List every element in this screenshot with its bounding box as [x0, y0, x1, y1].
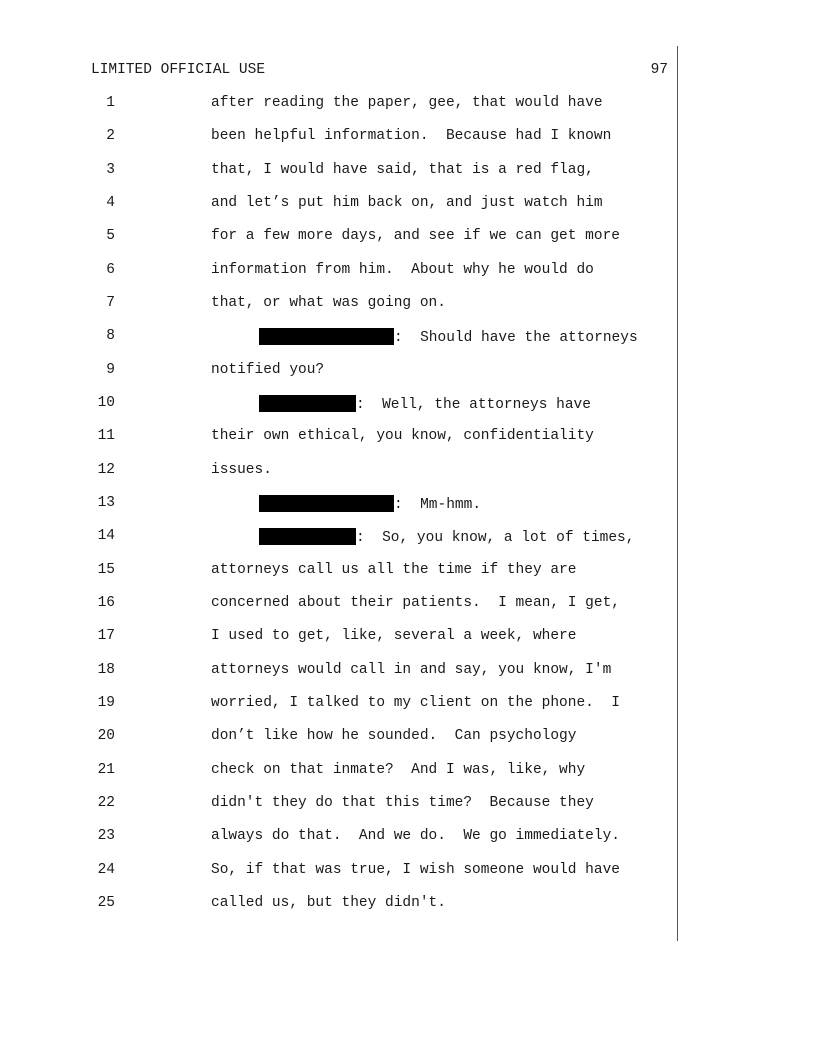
line-text: worried, I talked to my client on the phone. I — [211, 695, 620, 711]
line-number: 24 — [97, 862, 115, 878]
transcript-line — [0, 762, 816, 782]
line-number: 5 — [106, 228, 115, 244]
line-number: 14 — [97, 528, 115, 544]
transcript-line — [0, 128, 816, 148]
line-text: didn't they do that this time? Because they — [211, 795, 594, 811]
transcript-line — [0, 862, 816, 882]
line-number: 3 — [106, 162, 115, 178]
speaker-line — [259, 395, 591, 413]
transcript-line — [0, 395, 816, 415]
transcript-line — [0, 895, 816, 915]
redacted-speaker-name — [259, 328, 394, 345]
line-text: : Mm-hmm. — [394, 497, 482, 513]
line-text: always do that. And we do. We go immediately. — [211, 828, 620, 844]
line-text: that, or what was going on. — [211, 295, 446, 311]
line-number: 20 — [97, 728, 115, 744]
line-number: 16 — [97, 595, 115, 611]
line-text: notified you? — [211, 362, 325, 378]
transcript-line — [0, 162, 816, 182]
transcript-line — [0, 495, 816, 515]
line-text: that, I would have said, that is a red flag, — [211, 162, 594, 178]
transcript-line — [0, 295, 816, 315]
transcript-line — [0, 95, 816, 115]
transcript-line — [0, 528, 816, 548]
line-text: don’t like how he sounded. Can psychology — [211, 728, 577, 744]
line-number: 17 — [97, 628, 115, 644]
transcript-line — [0, 462, 816, 482]
transcript-line — [0, 195, 816, 215]
line-text: I used to get, like, several a week, where — [211, 628, 577, 644]
speaker-line — [259, 528, 634, 546]
line-number: 8 — [106, 328, 115, 344]
line-number: 19 — [97, 695, 115, 711]
line-number: 12 — [97, 462, 115, 478]
line-text: : Should have the attorneys — [394, 330, 638, 346]
line-number: 10 — [97, 395, 115, 411]
line-text: check on that inmate? And I was, like, why — [211, 762, 586, 778]
transcript-line — [0, 262, 816, 282]
line-text: for a few more days, and see if we can get more — [211, 228, 620, 244]
line-number: 11 — [97, 428, 115, 444]
redacted-speaker-name — [259, 395, 356, 412]
line-text: attorneys would call in and say, you know, I'm — [211, 662, 612, 678]
redacted-speaker-name — [259, 495, 394, 512]
transcript-line — [0, 628, 816, 648]
line-number: 1 — [106, 95, 115, 111]
transcript-line — [0, 362, 816, 382]
page-number: 97 — [650, 62, 668, 78]
line-text: after reading the paper, gee, that would have — [211, 95, 603, 111]
line-number: 6 — [106, 262, 115, 278]
line-text: So, if that was true, I wish someone would have — [211, 862, 620, 878]
transcript-line — [0, 228, 816, 248]
line-text: their own ethical, you know, confidentiality — [211, 428, 594, 444]
transcript-line — [0, 795, 816, 815]
line-number: 23 — [97, 828, 115, 844]
transcript-line — [0, 562, 816, 582]
line-text: : Well, the attorneys have — [356, 397, 591, 413]
speaker-line — [259, 495, 481, 513]
classification-header: LIMITED OFFICIAL USE — [91, 62, 266, 78]
line-number: 18 — [97, 662, 115, 678]
line-text: called us, but they didn't. — [211, 895, 446, 911]
transcript-line — [0, 828, 816, 848]
line-number: 21 — [97, 762, 115, 778]
line-number: 13 — [97, 495, 115, 511]
line-number: 22 — [97, 795, 115, 811]
line-number: 9 — [106, 362, 115, 378]
line-text: issues. — [211, 462, 272, 478]
line-text: attorneys call us all the time if they are — [211, 562, 577, 578]
line-text: : So, you know, a lot of times, — [356, 530, 635, 546]
transcript-line — [0, 595, 816, 615]
line-number: 4 — [106, 195, 115, 211]
transcript-line — [0, 728, 816, 748]
line-number: 7 — [106, 295, 115, 311]
line-text: information from him. About why he would do — [211, 262, 594, 278]
line-number: 25 — [97, 895, 115, 911]
line-number: 2 — [106, 128, 115, 144]
speaker-line — [259, 328, 638, 346]
transcript-line — [0, 328, 816, 348]
redacted-speaker-name — [259, 528, 356, 545]
transcript-line — [0, 428, 816, 448]
line-text: been helpful information. Because had I known — [211, 128, 612, 144]
line-text: concerned about their patients. I mean, I get, — [211, 595, 620, 611]
line-number: 15 — [97, 562, 115, 578]
line-text: and let’s put him back on, and just watch him — [211, 195, 603, 211]
transcript-line — [0, 695, 816, 715]
transcript-line — [0, 662, 816, 682]
